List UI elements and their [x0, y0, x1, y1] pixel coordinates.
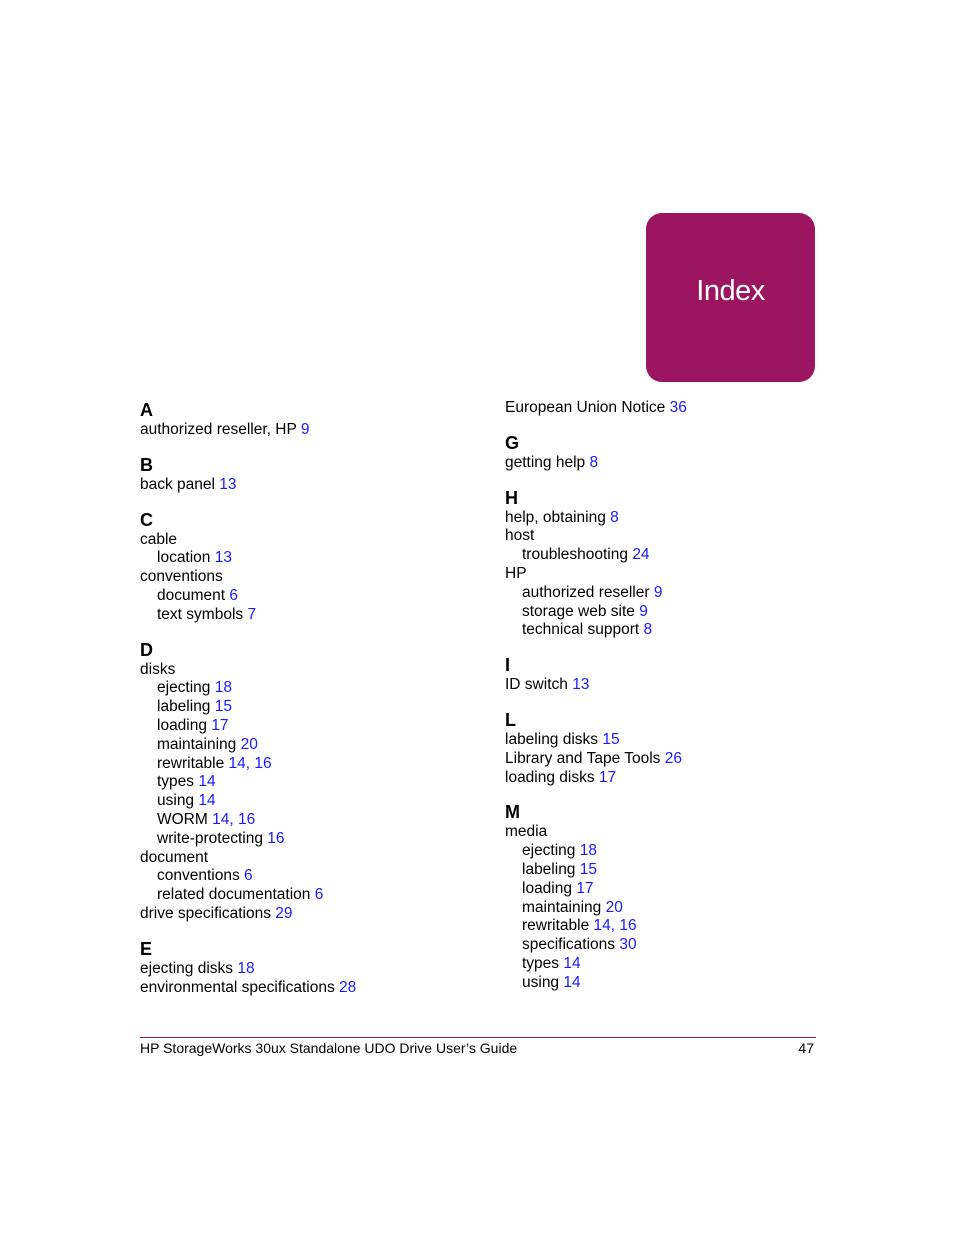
page-reference-link[interactable]: 14	[563, 973, 581, 991]
index-letter-heading: G	[505, 432, 520, 453]
index-entry-text: loading disks	[505, 768, 595, 786]
index-entry-text: troubleshooting	[522, 546, 628, 564]
index-entry-text: WORM	[157, 810, 208, 828]
index-entry-text: environmental specifications	[140, 978, 335, 996]
index-letter-heading: H	[505, 487, 518, 508]
index-subentry	[140, 679, 480, 698]
index-entry-text: back panel	[140, 475, 215, 493]
page-reference-link[interactable]: 8	[589, 453, 599, 471]
index-entry-text: authorized reseller, HP	[140, 421, 297, 438]
index-subentry	[505, 861, 835, 880]
index-entry	[505, 769, 835, 788]
index-entry-text: document	[140, 848, 209, 866]
index-title-badge	[646, 213, 815, 382]
index-entry-text: rewritable	[157, 754, 225, 772]
page-reference-link[interactable]: 16	[619, 917, 637, 935]
index-letter-heading: M	[505, 802, 520, 823]
index-entry-text: Library and Tape Tools	[505, 749, 661, 767]
index-group	[505, 432, 835, 473]
index-letter-heading: C	[140, 509, 153, 530]
index-entry-text: text symbols	[157, 605, 244, 623]
index-subentry	[505, 899, 835, 918]
index-entry-text: location	[157, 549, 211, 567]
index-group	[505, 399, 835, 418]
index-subentry	[140, 830, 480, 849]
page-reference-link[interactable]: 14	[198, 773, 216, 791]
index-subentry	[505, 621, 835, 640]
index-group	[505, 801, 835, 992]
index-subentry	[140, 549, 480, 568]
index-subentry	[505, 955, 835, 974]
index-entry-text: document	[157, 586, 226, 604]
page-reference-link[interactable]: 15	[602, 730, 620, 748]
index-letter-heading: D	[140, 639, 153, 660]
page-reference-link[interactable]: 8	[610, 508, 619, 526]
index-entry	[505, 509, 835, 528]
page-reference-link[interactable]: 13	[214, 549, 232, 567]
page-reference-link[interactable]: 20	[605, 898, 623, 916]
footer-document-title: HP StorageWorks 30ux Standalone UDO Drive User’s Guide	[140, 1040, 518, 1056]
page-reference-link[interactable]: 6	[314, 886, 324, 904]
index-subentry	[140, 886, 480, 905]
index-entry	[505, 731, 835, 750]
index-subentry	[505, 974, 835, 993]
index-entry-text: getting help	[505, 453, 586, 471]
index-title: Index	[696, 275, 765, 307]
footer-rule	[140, 1037, 816, 1038]
index-entry	[505, 527, 835, 546]
page-reference-link[interactable]: 17	[576, 879, 594, 897]
index-entry-text: ejecting	[522, 842, 576, 860]
index-entry-text: conventions	[140, 568, 223, 586]
index-column-right	[505, 399, 835, 1007]
page-reference-link[interactable]: 13	[572, 676, 590, 694]
index-entry-text: host	[505, 527, 535, 545]
index-subentry	[140, 698, 480, 717]
index-entry-text: specifications	[522, 936, 616, 954]
page-reference-link[interactable]: 14	[228, 754, 246, 772]
index-entry-text: disks	[140, 660, 176, 678]
index-entry	[140, 849, 480, 868]
index-subentry	[505, 603, 835, 622]
index-group	[140, 454, 480, 495]
index-letter-heading: I	[505, 655, 511, 676]
page-reference-link[interactable]: 30	[619, 936, 637, 954]
index-entry-text: authorized reseller	[522, 583, 650, 601]
index-subentry	[505, 936, 835, 955]
index-entry-text: ejecting disks	[140, 959, 234, 977]
index-entry-text: maintaining	[522, 898, 602, 916]
index-entry	[140, 979, 480, 998]
index-subentry	[505, 880, 835, 899]
page-reference-link[interactable]: 16	[254, 754, 272, 772]
index-entry-text: related documentation	[157, 886, 311, 904]
page-reference-link[interactable]: 26	[664, 749, 682, 767]
index-group	[505, 654, 835, 695]
index-letter-heading: L	[505, 709, 516, 730]
index-entry-text: ejecting	[157, 679, 211, 697]
index-subentry	[505, 584, 835, 603]
index-entry	[505, 823, 835, 842]
index-entry	[505, 565, 835, 584]
index-subentry	[140, 867, 480, 886]
page-reference-link[interactable]: 17	[598, 768, 617, 786]
index-entry	[140, 476, 480, 495]
index-entry-text: conventions	[157, 867, 240, 885]
index-entry-text: loading	[157, 716, 207, 734]
page-reference-link[interactable]: 9	[300, 421, 310, 438]
index-entry	[140, 531, 480, 550]
page-reference-link[interactable]: 14	[593, 917, 611, 935]
index-group	[140, 639, 480, 924]
index-entry-text: types	[522, 954, 560, 972]
page-reference-link[interactable]: 9	[639, 602, 648, 620]
index-subentry	[140, 587, 480, 606]
index-entry-text: technical support	[522, 621, 640, 639]
page-reference-link[interactable]: 24	[632, 546, 650, 564]
index-entry-text: maintaining	[157, 735, 237, 753]
page-reference-link[interactable]: 6	[244, 867, 253, 885]
page-reference-link[interactable]: 29	[275, 904, 293, 922]
page-reference-link[interactable]: 9	[653, 583, 663, 601]
index-letter-heading: A	[140, 400, 153, 420]
index-entry	[140, 905, 480, 924]
index-entry-text: drive specifications	[140, 904, 271, 922]
index-entry-text: labeling	[157, 698, 211, 716]
page-reference-link[interactable]: 20	[240, 735, 258, 753]
index-group	[140, 399, 480, 440]
page-reference-link[interactable]: 14	[563, 954, 581, 972]
page-reference-link[interactable]: 6	[229, 586, 239, 604]
index-letter-heading: E	[140, 938, 153, 959]
index-subentry	[505, 546, 835, 565]
index-subentry	[140, 773, 480, 792]
index-entry-text: loading	[522, 879, 572, 897]
index-subentry: WORM 14, 16	[157, 810, 256, 828]
index-entry	[505, 399, 835, 418]
page-reference-link[interactable]: 15	[214, 698, 232, 716]
index-subentry: rewritable 14, 16	[157, 754, 272, 772]
index-column-left	[140, 399, 480, 1011]
index-subentry	[505, 842, 835, 861]
page-reference-link[interactable]: 16	[267, 829, 285, 847]
index-subentry	[140, 606, 480, 625]
page-reference-link[interactable]: 18	[214, 679, 232, 697]
index-entry-text: HP	[505, 564, 527, 582]
index-subentry	[140, 736, 480, 755]
page-reference-link[interactable]: 13	[219, 475, 237, 493]
page-reference-link[interactable]: 8	[643, 621, 653, 639]
index-entry-text: rewritable	[522, 917, 590, 935]
index-entry-text: ID switch	[505, 676, 568, 694]
index-subentry	[140, 717, 480, 736]
index-entry-text: European Union Notice	[505, 399, 666, 416]
index-letter-heading: B	[140, 454, 153, 475]
index-entry	[140, 661, 480, 680]
index-group	[505, 487, 835, 641]
page-reference-link[interactable]: 36	[669, 399, 687, 416]
page-reference-link[interactable]: 7	[247, 605, 257, 623]
page-reference-link[interactable]: 14	[198, 792, 216, 810]
index-entry-text: media	[505, 823, 548, 841]
index-entry	[505, 454, 835, 473]
index-subentry	[140, 792, 480, 811]
index-subentry: rewritable 14, 16	[522, 917, 637, 935]
index-entry	[505, 676, 835, 695]
index-entry	[140, 568, 480, 587]
index-entry-text: storage web site	[522, 602, 635, 620]
index-entry-text: write-protecting	[157, 829, 263, 847]
page-reference-link[interactable]: 18	[237, 959, 255, 977]
index-entry-text: labeling disks	[505, 730, 599, 748]
index-group	[140, 509, 480, 625]
index-entry	[140, 960, 480, 979]
index-entry-text: cable	[140, 530, 178, 548]
page-reference-link[interactable]: 28	[339, 978, 357, 996]
index-entry-text: labeling	[522, 860, 576, 878]
page-reference-link[interactable]: 17	[211, 716, 229, 734]
index-entry	[505, 750, 835, 769]
page-reference-link[interactable]: 15	[579, 860, 597, 878]
index-entry-text: help, obtaining	[505, 508, 606, 526]
page-reference-link[interactable]: 14	[212, 810, 230, 828]
index-group	[140, 938, 480, 998]
page-reference-link[interactable]: 18	[579, 842, 597, 860]
page-reference-link[interactable]: 16	[237, 810, 256, 828]
footer-page-number: 47	[798, 1040, 814, 1056]
index-entry-text: using	[157, 792, 195, 810]
index-entry	[140, 421, 480, 440]
index-group	[505, 709, 835, 787]
index-entry-text: using	[522, 973, 560, 991]
index-entry-text: types	[157, 773, 195, 791]
